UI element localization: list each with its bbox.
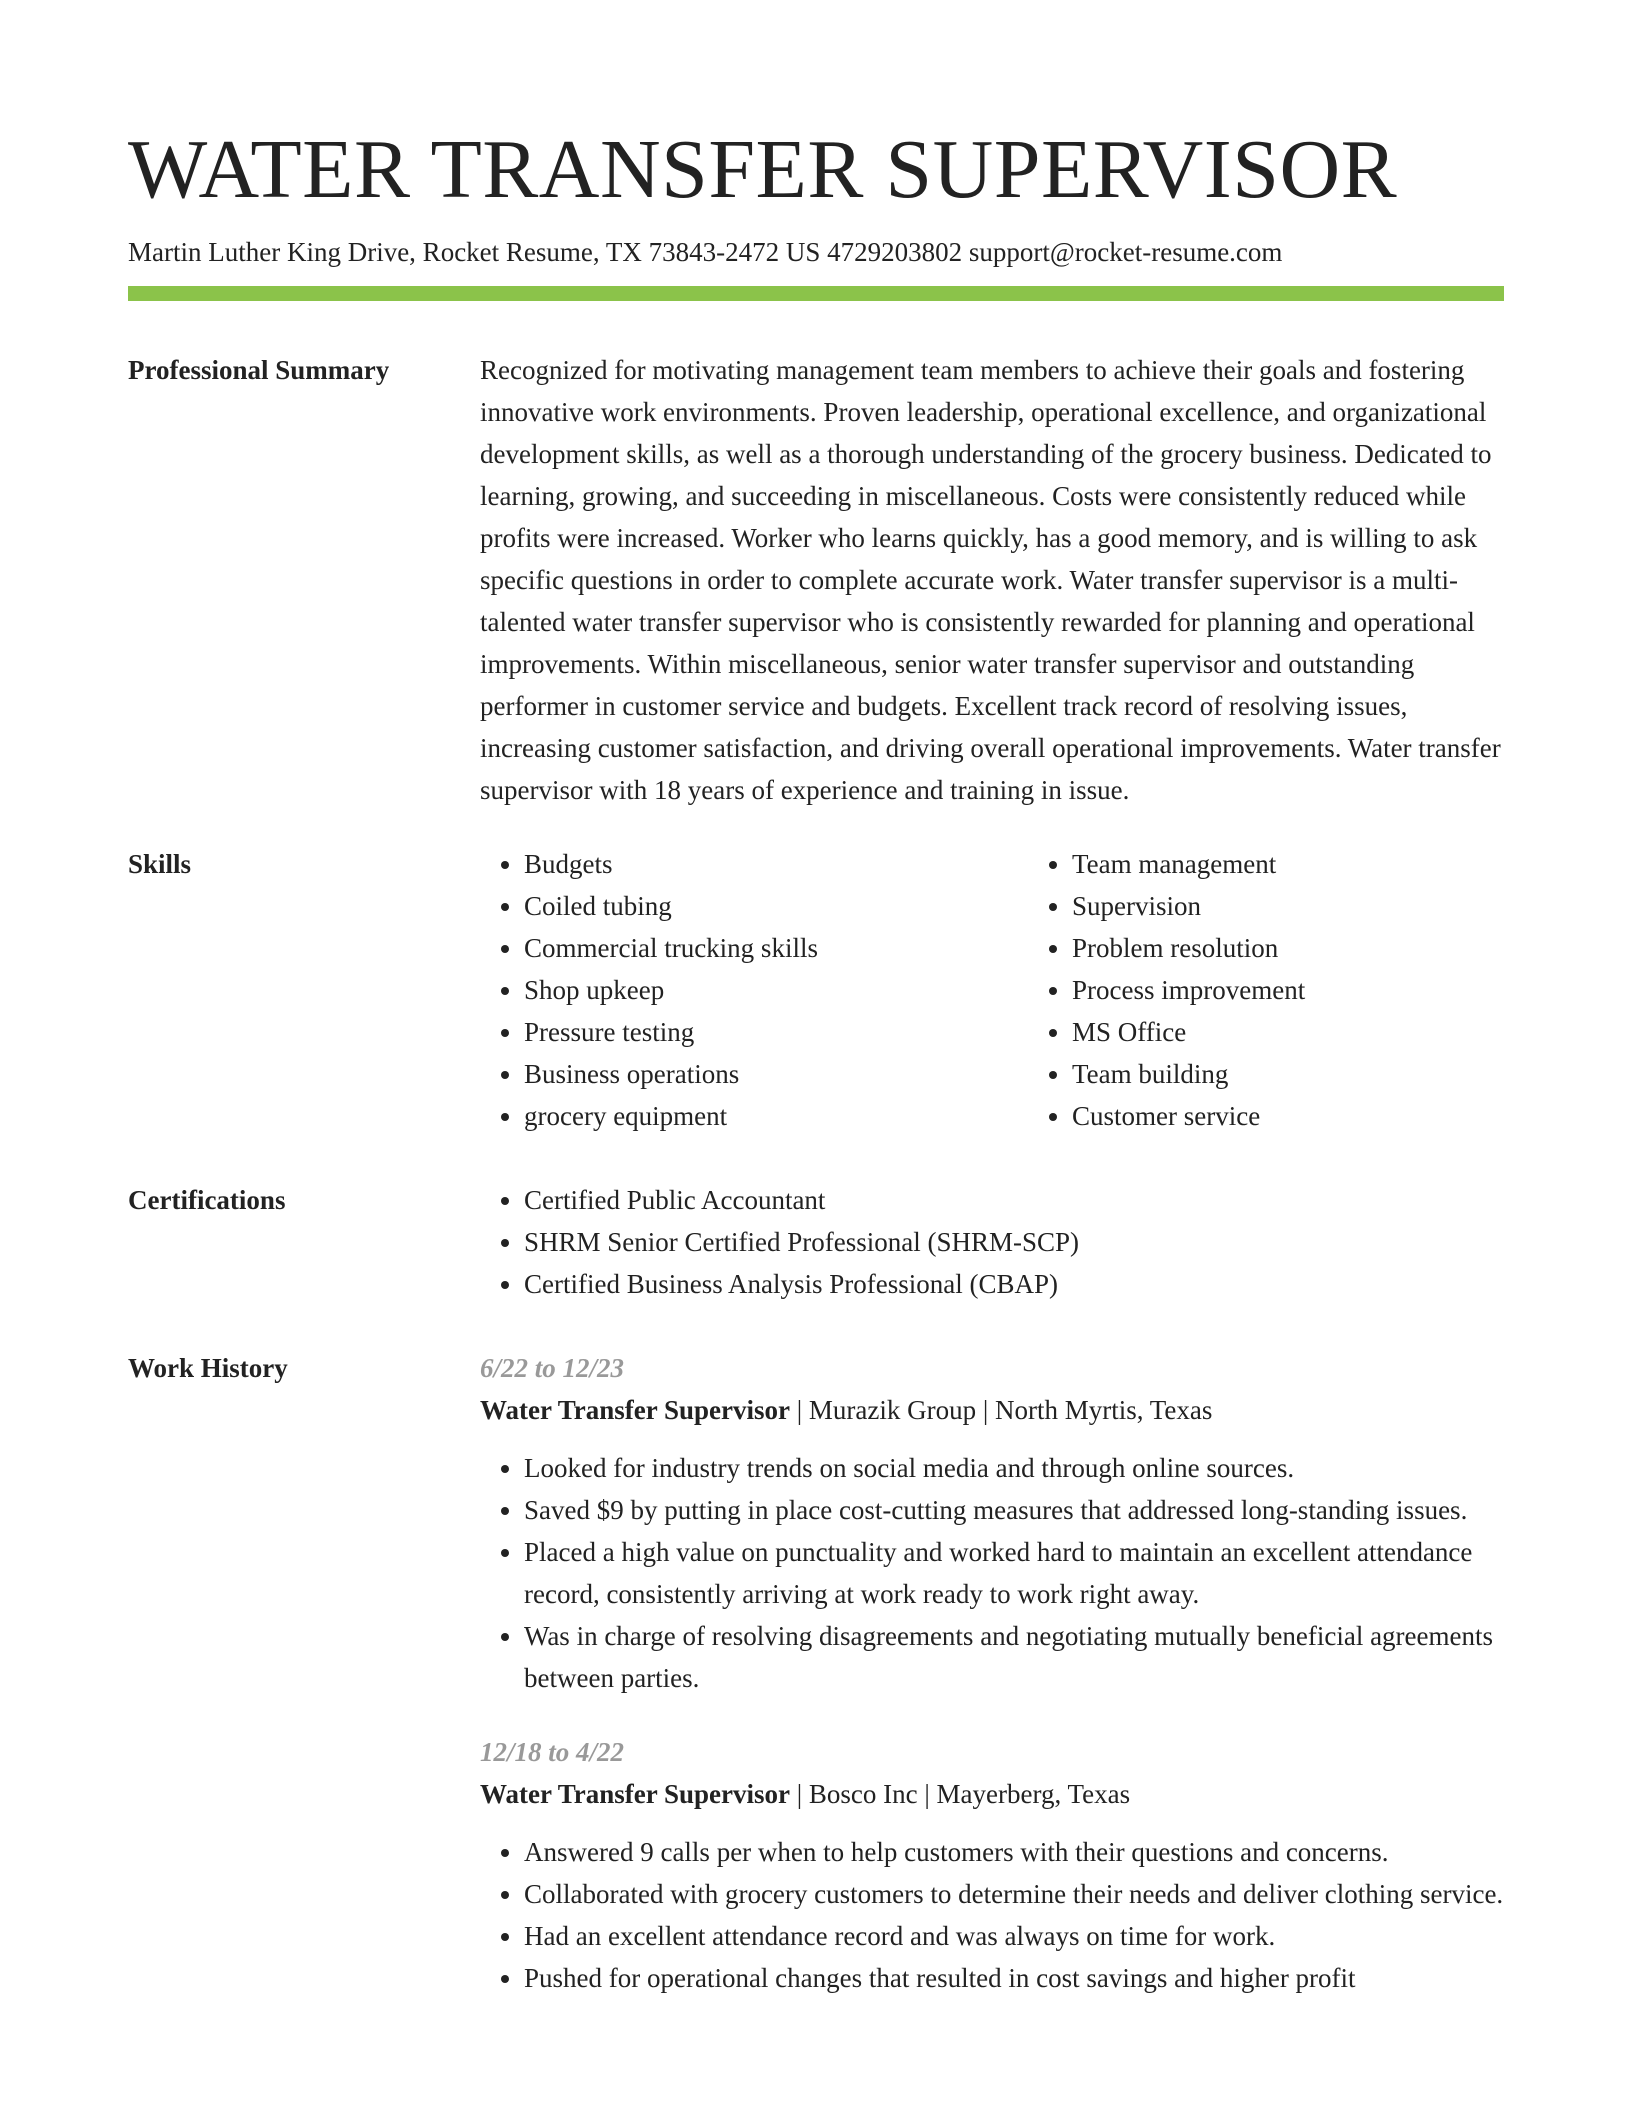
skills-column-right <box>1028 843 1576 1137</box>
certifications-section <box>128 1179 1504 1305</box>
job-bullet: • Looked for industry trends on social media and through online sources. <box>524 1447 1504 1489</box>
resume-title: WATER TRANSFER SUPERVISOR <box>128 123 1398 216</box>
work-history-body <box>480 1347 1504 1999</box>
skill-item: • Shop upkeep <box>524 969 1028 1011</box>
job-title: Water Transfer Supervisor <box>480 1779 790 1809</box>
skill-item: • Supervision <box>1072 885 1576 927</box>
skill-item: • Process improvement <box>1072 969 1576 1011</box>
certifications-label: Certifications <box>128 1185 286 1215</box>
skills-column-left <box>480 843 1028 1137</box>
job-bullet: • Collaborated with grocery customers to determine their needs and deliver clothing service. <box>524 1873 1504 1915</box>
work-history-label: Work History <box>128 1353 288 1383</box>
skill-item: • Team management <box>1072 843 1576 885</box>
job-bullet: • Had an excellent attendance record and was always on time for work. <box>524 1915 1504 1957</box>
certifications-list <box>480 1179 1504 1305</box>
job-entry <box>480 1731 1504 1999</box>
job-dates: 12/18 to 4/22 <box>480 1737 625 1767</box>
job-heading <box>480 1773 1504 1815</box>
skills-section <box>128 843 1504 1137</box>
certification-item: • Certified Public Accountant <box>524 1179 1504 1221</box>
skill-item: • Budgets <box>524 843 1028 885</box>
skill-item: • Team building <box>1072 1053 1576 1095</box>
job-bullet: • Placed a high value on punctuality and worked hard to maintain an excellent attendance record, consistently arriving at work ready to work right away. <box>524 1531 1504 1615</box>
summary-section <box>128 349 1504 811</box>
certification-item: • SHRM Senior Certified Professional (SHRM-SCP) <box>524 1221 1504 1263</box>
skill-item: • Business operations <box>524 1053 1028 1095</box>
skill-item: • grocery equipment <box>524 1095 1028 1137</box>
skill-item: • Coiled tubing <box>524 885 1028 927</box>
summary-text: Recognized for motivating management team members to achieve their goals and fostering innovative work environments. Proven leadership, operational excellence, and organizational development skills, as well as a thorough understanding of the grocery business. Dedicated to learning, growing, and succeeding in miscellaneous. Costs were consistently reduced while profits were increased. Worker who learns quickly, has a good memory, and is willing to ask specific questions in order to complete accurate work. Water transfer supervisor is a multi-talented water transfer supervisor who is consistently rewarded for planning and operational improvements. Within miscellaneous, senior water transfer supervisor and outstanding performer in customer service and budgets. Excellent track record of resolving issues, increasing customer satisfaction, and driving overall operational improvements. Water transfer supervisor with 18 years of experience and training in issue. <box>480 355 1501 805</box>
job-details: | Bosco Inc | Mayerberg, Texas <box>790 1779 1131 1809</box>
skill-item: • Problem resolution <box>1072 927 1576 969</box>
skills-label: Skills <box>128 849 192 879</box>
header-divider <box>128 286 1504 301</box>
work-history-section <box>128 1347 1504 1999</box>
contact-line: Martin Luther King Drive, Rocket Resume, TX 73843-2472 US 4729203802 support@rocket-resume.com <box>128 237 1283 267</box>
job-details: | Murazik Group | North Myrtis, Texas <box>790 1395 1213 1425</box>
job-dates: 6/22 to 12/23 <box>480 1353 625 1383</box>
job-bullet: • Pushed for operational changes that resulted in cost savings and higher profit <box>524 1957 1504 1999</box>
skill-item: • Pressure testing <box>524 1011 1028 1053</box>
job-title: Water Transfer Supervisor <box>480 1395 790 1425</box>
summary-label: Professional Summary <box>128 355 390 385</box>
job-heading <box>480 1389 1504 1431</box>
skills-list <box>480 843 1576 1137</box>
certification-item: • Certified Business Analysis Professional (CBAP) <box>524 1263 1504 1305</box>
certifications-body <box>480 1179 1504 1305</box>
job-bullets <box>480 1831 1504 1999</box>
skill-item: • Customer service <box>1072 1095 1576 1137</box>
skill-item: • MS Office <box>1072 1011 1576 1053</box>
skill-item: • Commercial trucking skills <box>524 927 1028 969</box>
job-bullet: • Answered 9 calls per when to help customers with their questions and concerns. <box>524 1831 1504 1873</box>
job-bullet: • Saved $9 by putting in place cost-cutting measures that addressed long-standing issues. <box>524 1489 1504 1531</box>
job-bullets <box>480 1447 1504 1699</box>
job-entry <box>480 1347 1504 1699</box>
job-bullet: • Was in charge of resolving disagreements and negotiating mutually beneficial agreements between parties. <box>524 1615 1504 1699</box>
